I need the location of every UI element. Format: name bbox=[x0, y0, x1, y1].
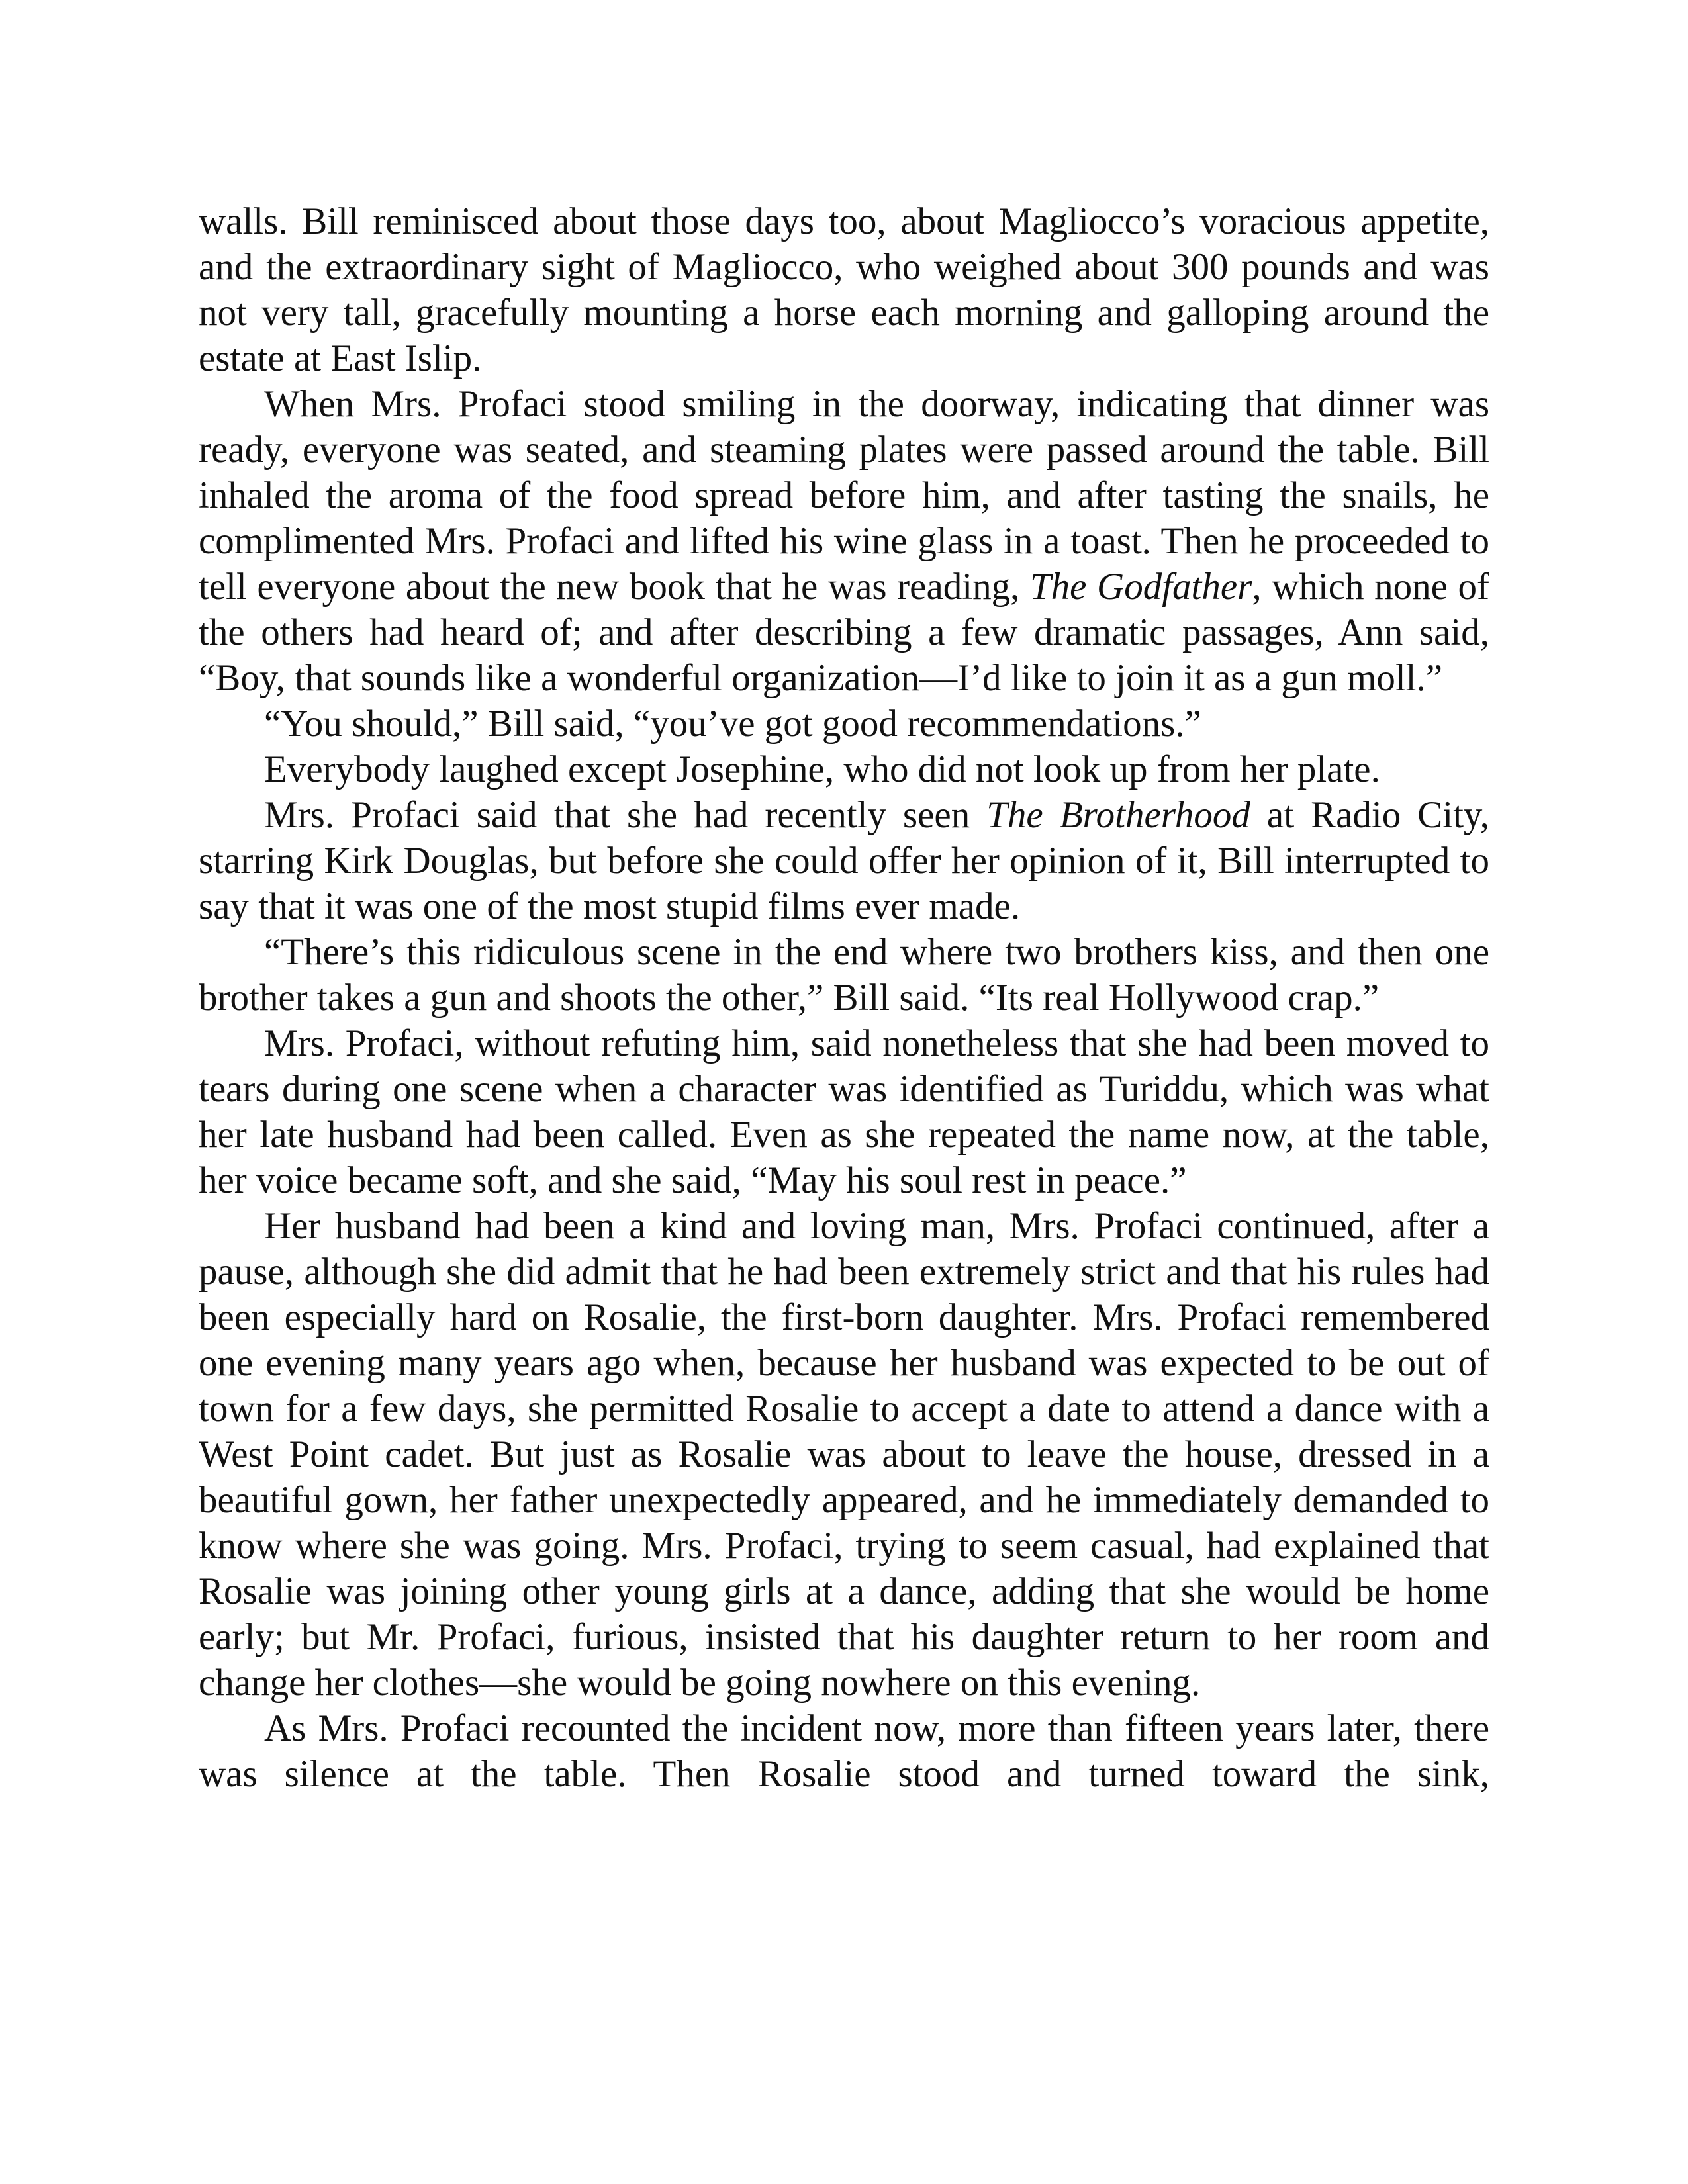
paragraph-9 bbox=[199, 1706, 1489, 1797]
paragraph-8 bbox=[199, 1203, 1489, 1706]
paragraph-text: “There’s this ridiculous scene in the end where two brothers kiss, and then one brother takes a gun and shoots the other,” Bill said. “Its real Hollywood crap.” bbox=[199, 931, 1489, 1019]
paragraph-7 bbox=[199, 1021, 1489, 1203]
paragraph-text: Everybody laughed except Josephine, who did not look up from her plate. bbox=[264, 749, 1380, 790]
paragraph-text: “You should,” Bill said, “you’ve got good recommendations.” bbox=[264, 703, 1201, 745]
paragraph-5 bbox=[199, 792, 1489, 929]
film-title-italic: The Brotherhood bbox=[986, 794, 1250, 836]
document-body bbox=[199, 199, 1489, 1797]
paragraph-text: Her husband had been a kind and loving man, Mrs. Profaci continued, after a pause, although she did admit that he had been extremely strict and that his rules had been especially hard on Rosalie, the first-born daughter. Mrs. Profaci remembered one evening many years ago when, because her husband was expected to be out of town for a few days, she permitted Rosalie to accept a date to attend a dance with a West Point cadet. But just as Rosalie was about to leave the house, dressed in a beautiful gown, her father unexpectedly appeared, and he immediately demanded to know where she was going. Mrs. Profaci, trying to seem casual, had explained that Rosalie was joining other young girls at a dance, adding that she would be home early; but Mr. Profaci, furious, insisted that his daughter return to her room and change her clothes—she would be going nowhere on this evening. bbox=[199, 1205, 1489, 1704]
paragraph-3 bbox=[199, 701, 1489, 747]
paragraph-text: When Mrs. Profaci stood smiling in the doorway, indicating that dinner was ready, everyone was seated, and steaming plates were passed around the table. Bill inhaled the aroma of the food spread before him, and after tasting the snails, he complimented Mrs. Profaci and lifted his wine glass in a toast. Then he proceeded to tell everyone about the new book that he was reading, bbox=[199, 383, 1489, 608]
paragraph-text: As Mrs. Profaci recounted the incident now, more than fifteen years later, there was silence at the table. Then Rosalie stood and turned toward the sink, bbox=[199, 1707, 1489, 1795]
paragraph-6 bbox=[199, 929, 1489, 1021]
paragraph-1 bbox=[199, 199, 1489, 381]
paragraph-4 bbox=[199, 747, 1489, 792]
paragraph-text: Mrs. Profaci said that she had recently seen bbox=[264, 794, 987, 836]
paragraph-text: walls. Bill reminisced about those days too, about Magliocco’s voracious appetite, and the extraordinary sight of Magliocco, who weighed about 300 pounds and was not very tall, gracefully mounting a horse each morning and galloping around the estate at East Islip. bbox=[199, 201, 1489, 379]
paragraph-2 bbox=[199, 381, 1489, 701]
book-title-italic: The Godfather bbox=[1029, 566, 1252, 608]
paragraph-text: , which none of the others had heard of; and after describing a few dramatic passages, Ann said, “Boy, that sounds like a wonderful organization—I’d like to join it as a gun moll.” bbox=[199, 566, 1489, 699]
paragraph-text: Mrs. Profaci, without refuting him, said nonetheless that she had been moved to tears during one scene when a character was identified as Turiddu, which was what her late husband had been called. Even as she repeated the name now, at the table, her voice became soft, and she said, “May his soul rest in peace.” bbox=[199, 1023, 1489, 1201]
paragraph-text: at Radio City, starring Kirk Douglas, but before she could offer her opinion of it, Bill interrupted to say that it was one of the most stupid films ever made. bbox=[199, 794, 1489, 927]
